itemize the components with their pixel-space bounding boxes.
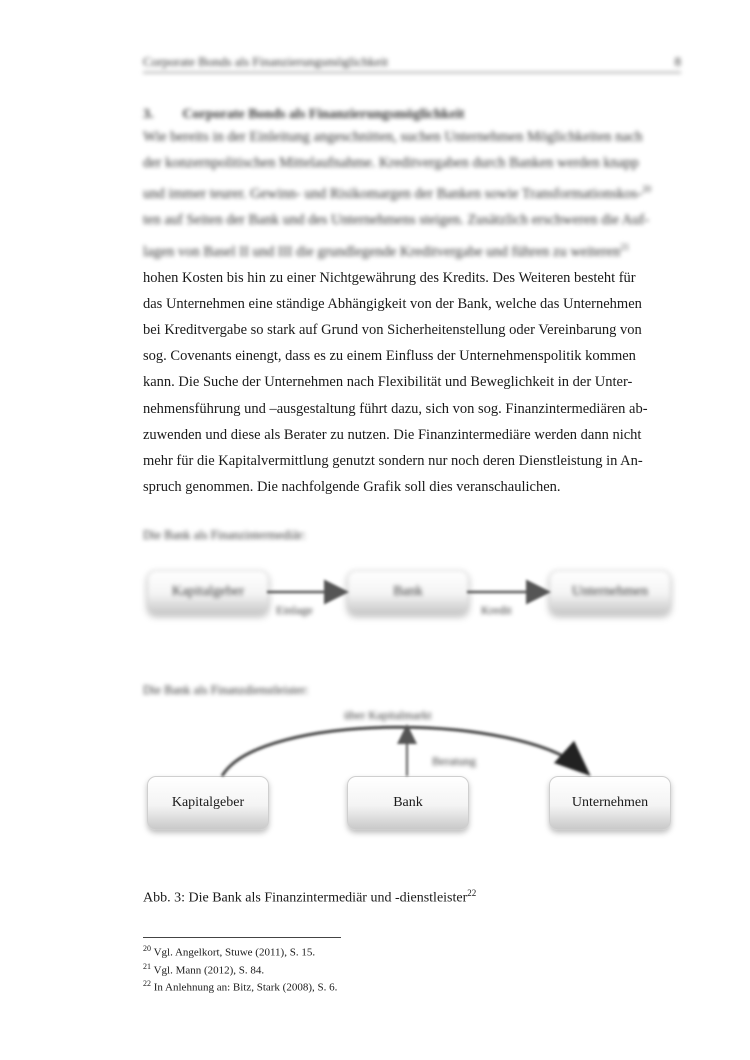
body-line: und immer teurer. Gewinn- und Risikomargen der Banken sowie Transformationskos-$^{20}$ [143, 184, 652, 203]
diagram1-label: Die Bank als Finanzintermediär: [143, 528, 306, 542]
caption-footnote-ref: 22 [467, 888, 477, 898]
diagram1-box-unternehmen: Unternehmen [549, 570, 671, 614]
section-title: Corporate Bonds als Finanzierungsmöglichkeit [182, 107, 465, 122]
body-line: zuwenden und diese als Berater zu nutzen. Die Finanzintermediäre werden dann nicht [143, 426, 642, 443]
arrow-curve-kapitalmarkt [222, 727, 584, 776]
body-line: der konzernpolitischen Mittelaufnahme. Kreditvergaben durch Banken werden knapp [143, 155, 639, 172]
body-line: hohen Kosten bis hin zu einer Nichtgewährung des Kredits. Des Weiteren besteht für [143, 269, 636, 286]
body-line: sog. Covenants einengt, dass es zu einem Einfluss der Unternehmenspolitik kommen [143, 348, 636, 365]
footnote: $^{21}$ Vgl. Mann (2012), S. 84. [143, 961, 265, 977]
body-line: bei Kreditvergabe so stark auf Grund von Sicherheitenstellung oder Vereinbarung von [143, 322, 642, 339]
body-line: nehmensführung und –ausgestaltung führt dazu, sich von sog. Finanzintermediären ab- [143, 400, 648, 417]
diagram2-box-kapitalgeber: Kapitalgeber [147, 776, 269, 830]
footnotes [143, 942, 337, 995]
diagram1-arrow-label-kredit: Kredit [481, 603, 512, 617]
footnote: $^{22}$ In Anlehnung an: Bitz, Stark (2008), S. 6. [143, 979, 338, 994]
body-line: lagen von Basel II und III die grundlegende Kreditvergabe und führen zu weiteren$^{21}$ [143, 241, 630, 260]
diagram2-label: Die Bank als Finanzdienstleister: [143, 683, 309, 697]
diagram2-side-label: Beratung [432, 754, 476, 768]
section-number: 3. [143, 107, 154, 122]
diagram2-top-label: über Kapitalmarkt [344, 708, 432, 722]
body-line: mehr für die Kapitalvermittlung genutzt sondern nur noch deren Dienstleistung in An- [143, 453, 643, 470]
diagram2-box-unternehmen: Unternehmen [549, 776, 671, 830]
footnote: $^{20}$ Vgl. Angelkort, Stuwe (2011), S. 15. [143, 944, 316, 959]
body-line: ten auf Seiten der Bank und des Unternehmens steigen. Zusätzlich erschweren die Auf- [143, 212, 650, 229]
footnote-ref: 20 [642, 184, 652, 195]
diagram1-box-bank: Bank [347, 570, 469, 614]
diagram1-box-kapitalgeber: Kapitalgeber [147, 570, 269, 614]
header-title: Corporate Bonds als Finanzierungsmöglichkeit [143, 54, 389, 69]
page-number: 8 [674, 54, 681, 69]
footnote-rule [143, 937, 341, 938]
footnote-ref: 21 [620, 241, 630, 252]
figure-caption: Abb. 3: Die Bank als Finanzintermediär und -dienstleister$^{22}$ [143, 888, 477, 906]
body-line: Wie bereits in der Einleitung angeschnitten, suchen Unternehmen Möglichkeiten nach [143, 129, 643, 145]
body-line: spruch genommen. Die nachfolgende Grafik soll dies veranschaulichen. [143, 479, 561, 496]
diagram2-box-bank: Bank [347, 776, 469, 830]
body-line: kann. Die Suche der Unternehmen nach Flexibilität und Beweglichkeit in der Unter- [143, 374, 633, 391]
diagram1-arrow-label-einlage: Einlage [276, 603, 313, 617]
body-line: das Unternehmen eine ständige Abhängigkeit von der Bank, welche das Unternehmen [143, 295, 642, 312]
